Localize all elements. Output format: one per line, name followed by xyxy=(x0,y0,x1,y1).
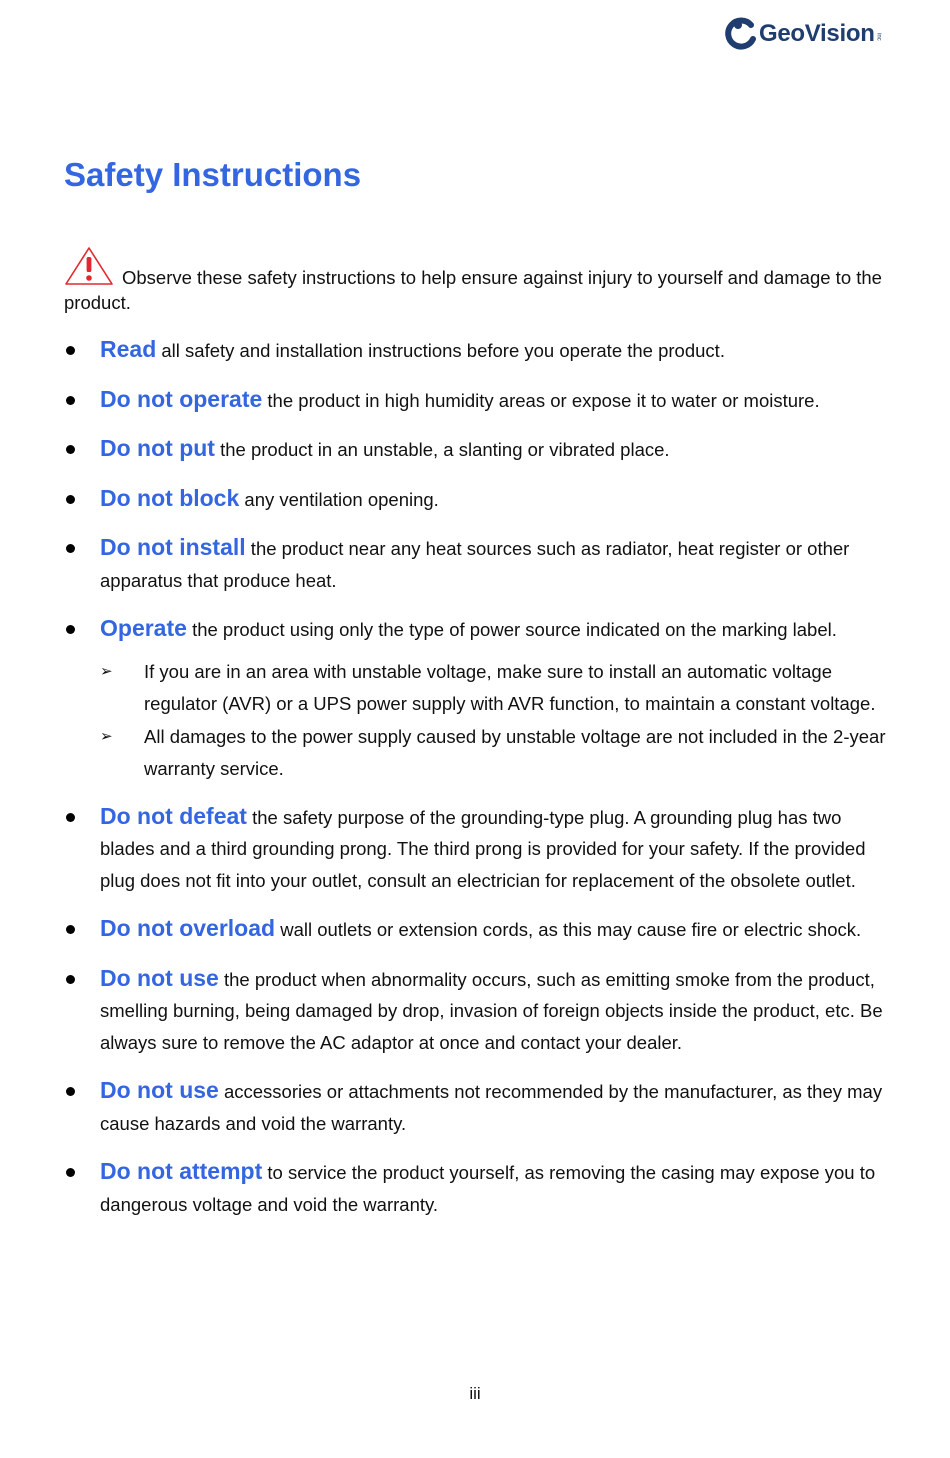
safety-item xyxy=(0,1156,950,1220)
geovision-logo xyxy=(725,12,885,56)
safety-keyword: Do not defeat xyxy=(100,802,247,829)
sub-list xyxy=(100,656,890,786)
safety-keyword: Operate xyxy=(100,615,187,641)
bullet-icon xyxy=(66,445,75,454)
safety-keyword: Do not use xyxy=(100,1077,219,1103)
arrow-bullet-icon: ➢ xyxy=(100,662,113,680)
sub-item xyxy=(100,721,890,786)
safety-item xyxy=(0,532,950,596)
arrow-bullet-icon: ➢ xyxy=(100,727,113,745)
safety-item xyxy=(0,1075,950,1139)
safety-text: wall outlets or extension cords, as this may cause fire or electric shock. xyxy=(275,919,862,940)
geovision-logo-mark-icon xyxy=(725,17,757,51)
bullet-icon xyxy=(66,625,75,634)
safety-keyword: Do not put xyxy=(100,435,215,461)
safety-keyword: Do not overload xyxy=(100,915,276,941)
safety-keyword: Do not install xyxy=(100,534,246,560)
intro-paragraph xyxy=(64,246,894,314)
brand-name: GeoVision xyxy=(759,20,875,47)
bullet-icon xyxy=(66,1087,75,1096)
safety-item xyxy=(0,913,950,946)
bullet-icon xyxy=(66,1168,75,1177)
safety-text: the product when abnormality occurs, such as emitting smoke from the product, smelling burning, being damaged by drop, invasion of foreign objects inside the product, etc. Be always sure to remove the AC adaptor at once and contact your dealer. xyxy=(100,968,883,1053)
safety-keyword: Do not block xyxy=(100,484,240,511)
safety-item xyxy=(0,483,950,516)
safety-item xyxy=(0,963,950,1059)
sub-item-text: If you are in an area with unstable voltage, make sure to install an automatic voltage regulator (AVR) or a UPS power supply with AVR function, to maintain a constant voltage. xyxy=(144,660,876,714)
safety-text: the product near any heat sources such as radiator, heat register or other apparatus that produce heat. xyxy=(100,538,850,591)
safety-keyword: Do not operate xyxy=(100,385,263,412)
safety-text: any ventilation opening. xyxy=(239,488,439,510)
safety-text: the product in an unstable, a slanting or vibrated place. xyxy=(214,439,670,460)
intro-text: Observe these safety instructions to help ensure against injury to yourself and damage to the product. xyxy=(64,267,882,313)
bullet-icon xyxy=(66,346,75,355)
safety-text: accessories or attachments not recommended by the manufacturer, as they may cause hazards and void the warranty. xyxy=(100,1081,883,1134)
safety-item xyxy=(0,801,950,897)
safety-item xyxy=(0,433,950,466)
warning-triangle-icon xyxy=(64,246,114,291)
sub-item xyxy=(100,656,890,721)
brand-suffix: inc xyxy=(875,33,882,41)
page-number: iii xyxy=(469,1384,481,1403)
safety-text: the product in high humidity areas or expose it to water or moisture. xyxy=(262,389,820,411)
safety-keyword: Read xyxy=(100,336,157,362)
sub-item-text: All damages to the power supply caused by unstable voltage are not included in the 2-year warranty service. xyxy=(144,725,886,779)
safety-item xyxy=(0,613,950,786)
safety-list xyxy=(0,334,950,1237)
safety-text: all safety and installation instructions before you operate the product. xyxy=(156,340,725,361)
safety-keyword: Do not use xyxy=(100,964,219,991)
safety-text: to service the product yourself, as removing the casing may expose you to dangerous voltage and void the warranty. xyxy=(100,1162,876,1215)
safety-item xyxy=(0,334,950,367)
bullet-icon xyxy=(66,396,75,405)
bullet-icon xyxy=(66,495,75,504)
safety-text: the safety purpose of the grounding-type plug. A grounding plug has two blades and a third grounding prong. The third prong is provided for your safety. If the provided plug does not fit into your outlet, consult an electrician for replacement of the obsolete outlet. xyxy=(100,806,866,891)
bullet-icon xyxy=(66,813,75,822)
page-title: Safety Instructions xyxy=(64,156,362,193)
bullet-icon xyxy=(66,925,75,934)
bullet-icon xyxy=(66,975,75,984)
safety-item xyxy=(0,384,950,417)
safety-text: the product using only the type of power source indicated on the marking label. xyxy=(186,619,837,640)
bullet-icon xyxy=(66,544,75,553)
safety-keyword: Do not attempt xyxy=(100,1158,263,1184)
